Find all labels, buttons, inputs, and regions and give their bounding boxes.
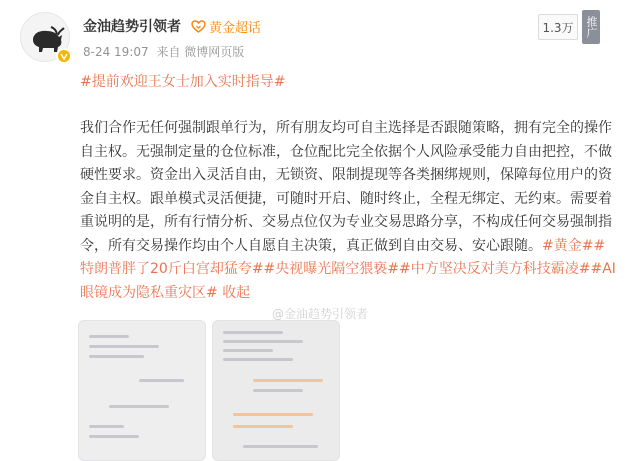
author-avatar-container[interactable] [20, 12, 70, 62]
hashtag-link[interactable]: #特朗普胖了20斤白宫却猛夸# [80, 237, 606, 277]
image-gallery [78, 320, 340, 461]
collapse-link[interactable]: 收起 [222, 284, 251, 301]
chat-line [233, 425, 293, 428]
chat-line [139, 379, 184, 382]
vip-badge-icon [56, 48, 72, 64]
heart-fire-icon [191, 20, 206, 33]
promo-tab[interactable]: 推广 [582, 10, 600, 44]
hashtag-link[interactable]: #中方坚决反对美方科技霸凌# [399, 261, 591, 277]
chat-line [253, 379, 323, 382]
post-date[interactable]: 8-24 19:07 [83, 45, 149, 59]
chat-line [223, 358, 293, 361]
chat-line [243, 445, 318, 448]
chat-line [89, 335, 129, 338]
chat-line [223, 349, 273, 352]
author-row [83, 16, 261, 36]
chat-line [223, 340, 303, 343]
super-topic-link[interactable] [191, 17, 261, 36]
super-topic-label: 黄金超话 [209, 20, 262, 36]
follower-count-button[interactable]: 1.3万 [538, 14, 578, 40]
post-source: 来自 微博网页版 [156, 45, 245, 59]
chat-line [89, 435, 139, 438]
post-meta [83, 43, 248, 60]
author-name[interactable]: 金油趋势引领者 [83, 19, 181, 35]
hashtag-link[interactable]: #AI眼镜成为隐私重灾区# [80, 261, 616, 301]
chat-line [89, 425, 124, 428]
chat-line [89, 345, 159, 348]
image-watermark: @金油趋势引领者 [272, 307, 369, 321]
chat-line [253, 389, 303, 392]
post-body-text: 我们合作无任何强制跟单行为，所有朋友均可自主选择是否跟随策略，拥有完全的操作自主权。无强制定量的仓位标准，仓位配比完全依据个人风险承受能力自由把控，不做硬性要求。资金出入灵活自由，无锁资、限制提现等各类捆绑规则，保障每位用户的资金自主权。跟单模式灵活便捷，可随时开启、随时终止，全程无绑定、无约束。需要着重说明的是，所有行情分析、交易点位仅为专业交易思路分享，不构成任何交易强制指令，所有交易操作均由个人自愿自主决策，真正做到自由交易、安心跟随。 [80, 120, 612, 254]
post-body [80, 117, 616, 305]
topic-hashtag[interactable]: #提前欢迎王女士加入实时指导# [80, 74, 286, 90]
chat-line [233, 413, 313, 416]
chat-line [223, 331, 283, 334]
chat-line [109, 405, 169, 408]
chat-line [89, 355, 144, 358]
hashtag-link[interactable]: #央视曝光隔空猥亵# [263, 261, 400, 277]
hashtag-link[interactable]: #黄金# [542, 237, 594, 254]
post-image-1[interactable] [78, 320, 206, 461]
post-image-2[interactable] [212, 320, 340, 461]
